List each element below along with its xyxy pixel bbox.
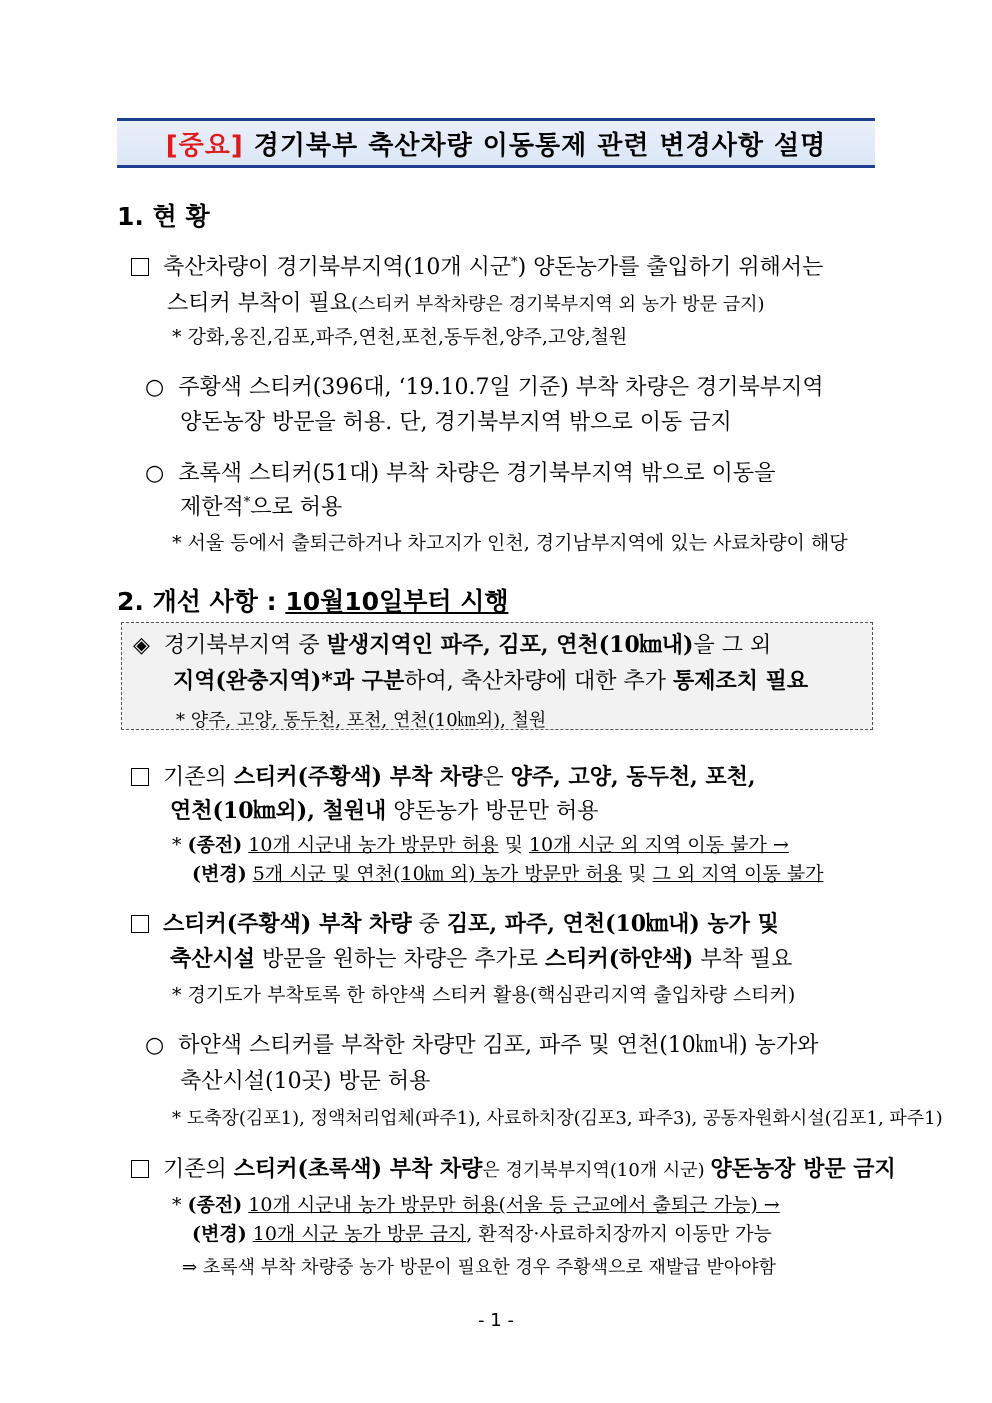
text: 은 경기북부지역(10개 시군) [482,1160,711,1181]
section2-item1-note2 [192,859,824,886]
section2-item1-line2 [170,794,599,825]
text: 연천(10㎞외), 철원내 [170,798,387,824]
text: 통제조치 필요 [673,668,809,694]
section2-item2-line1 [131,907,779,938]
label: (종전) [187,1194,243,1216]
text: 중 [411,912,447,937]
text: 그 외 지역 이동 불가 [652,863,824,885]
section2-item3-note2 [192,1219,772,1246]
section1-item1-line2 [167,286,765,317]
text: 제한적 [180,495,244,520]
section1-sub2-line2 [180,490,342,521]
checkbox-square-icon [131,1160,149,1178]
text: 으로 허용 [250,495,343,520]
diamond-bullet-icon: ◈ [133,633,150,658]
title-tag: [중요] [165,130,244,161]
document-title [117,118,875,168]
checkbox-square-icon [131,258,149,276]
section2-sub3-line1 [145,1028,818,1059]
circle-bullet-icon: ○ [145,461,165,486]
circle-bullet-icon: ○ [145,1033,165,1058]
section2-item1-line1 [131,760,756,791]
section2-item3-note1: * (종전) 10개 시군내 농가 방문만 허용(서울 등 근교에서 출퇴근 가능) → [172,1194,780,1216]
section1-sub1-line2: 양돈농장 방문을 허용. 단, 경기북부지역 밖으로 이동 금지 [180,410,732,435]
text: 스티커 부착이 필요 [167,291,352,316]
section1-sub1-line1 [145,370,824,401]
text: 은 [482,765,511,790]
section2-item3-arrow-note: ⇒ 초록색 부착 차량중 농가 방문이 필요한 경우 주황색으로 재발급 받아야함 [182,1257,776,1278]
text: 및 [498,834,529,856]
text: 2. 개선 사항 : [117,587,286,616]
section2-item2-note: * 경기도가 부착토록 한 하얀색 스티커 활용(핵심관리지역 출입차량 스티커) [172,984,796,1006]
text: 기존의 [163,1157,234,1182]
text: 10월10일부터 시행 [285,587,509,616]
text: 축산시설 [170,946,256,972]
section1-sub2-note: * 서울 등에서 출퇴근하거나 차고지가 인천, 경기남부지역에 있는 사료차량이 해당 [172,532,848,554]
section2-sub3-line2: 축산시설(10곳) 방문 허용 [180,1069,431,1094]
text: 스티커(주황색) 부착 차량 [163,911,412,937]
text: 하여, 축산차량에 대한 추가 [404,669,674,694]
page-number: - 1 - [478,1310,514,1331]
label: (변경) [192,1223,247,1245]
box-line2 [173,664,808,695]
section1-item1-line1 [131,250,823,281]
section2-sub3-note: * 도축장(김포1), 정액처리업체(파주1), 사료하치장(김포3, 파주3), 공동자원화시설(김포1, 파주1) [172,1108,943,1129]
section2-item1-note1: * (종전) 10개 시군내 농가 방문만 허용 및 10개 시군 외 지역 이동 불가 → [172,834,789,856]
section1-item1-note: * 강화,옹진,김포,파주,연천,포천,동두천,양주,고양,철원 [172,326,628,348]
text: 5개 시군 및 연천(10㎞ 외) 농가 방문만 허용 [252,863,623,885]
title-text: 경기북부 축산차량 이동통제 관련 변경사항 설명 [253,130,827,161]
text: 및 [622,863,653,885]
text: 초록색 스티커(51대) 부착 차량은 경기북부지역 밖으로 이동을 [178,461,776,486]
text: 축산차량이 경기북부지역(10개 시군 [163,255,512,280]
circle-bullet-icon: ○ [145,375,165,400]
text: 10개 시군내 농가 방문만 허용(서울 등 근교에서 출퇴근 가능) → [248,1194,780,1216]
section2-item3-line1 [131,1152,896,1183]
checkbox-square-icon [131,915,149,933]
box-line1 [133,628,771,659]
text: 김포, 파주, 연천(10㎞내) 농가 및 [446,911,779,937]
text: 을 그 외 [693,633,772,658]
section2-item2-line2 [170,942,792,973]
text: 양돈농장 방문 금지 [710,1156,896,1182]
text: 10개 시군 농가 방문 금지 [252,1223,467,1245]
text: 하얀색 스티커를 부착한 차량만 김포, 파주 및 연천(10㎞내) 농가와 [178,1033,819,1058]
label: (종전) [187,834,243,856]
section2-heading [117,582,509,618]
text: 10개 시군내 농가 방문만 허용 [248,834,499,856]
text: 주황색 스티커(396대, ‘19.10.7일 기준) 부착 차량은 경기북부지역 [178,375,824,400]
footnote-mark: * [243,495,251,510]
text: 양돈농가 방문만 허용 [386,799,599,824]
text: 스티커(하얀색) [545,946,694,972]
text: 기존의 [163,765,234,790]
text: 10개 시군 외 지역 이동 불가 → [528,834,789,856]
checkbox-square-icon [131,768,149,786]
text: 부착 필요 [693,947,793,972]
text: (스티커 부착차량은 경기북부지역 외 농가 방문 금지) [351,294,765,315]
text: 발생지역인 파주, 김포, 연천(10㎞내) [326,632,694,658]
text: 스티커(초록색) 부착 차량 [233,1156,483,1182]
section1-heading: 1. 현 황 [117,202,210,231]
text: 스티커(주황색) 부착 차량 [233,764,483,790]
label: (변경) [192,863,247,885]
section1-sub2-line1 [145,456,775,487]
text: 양주, 고양, 동두천, 포천, [510,764,756,790]
footnote-mark: * [511,255,518,270]
text: 지역(완충지역)*과 구분 [173,668,405,694]
text: , 환적장·사료하치장까지 이동만 가능 [466,1223,772,1245]
box-note: * 양주, 고양, 동두천, 포천, 연천(10㎞외), 철원 [176,710,547,731]
text: 방문을 원하는 차량은 추가로 [255,947,546,972]
text: 경기북부지역 중 [163,633,327,658]
text: ) 양돈농가를 출입하기 위해서는 [517,255,824,280]
